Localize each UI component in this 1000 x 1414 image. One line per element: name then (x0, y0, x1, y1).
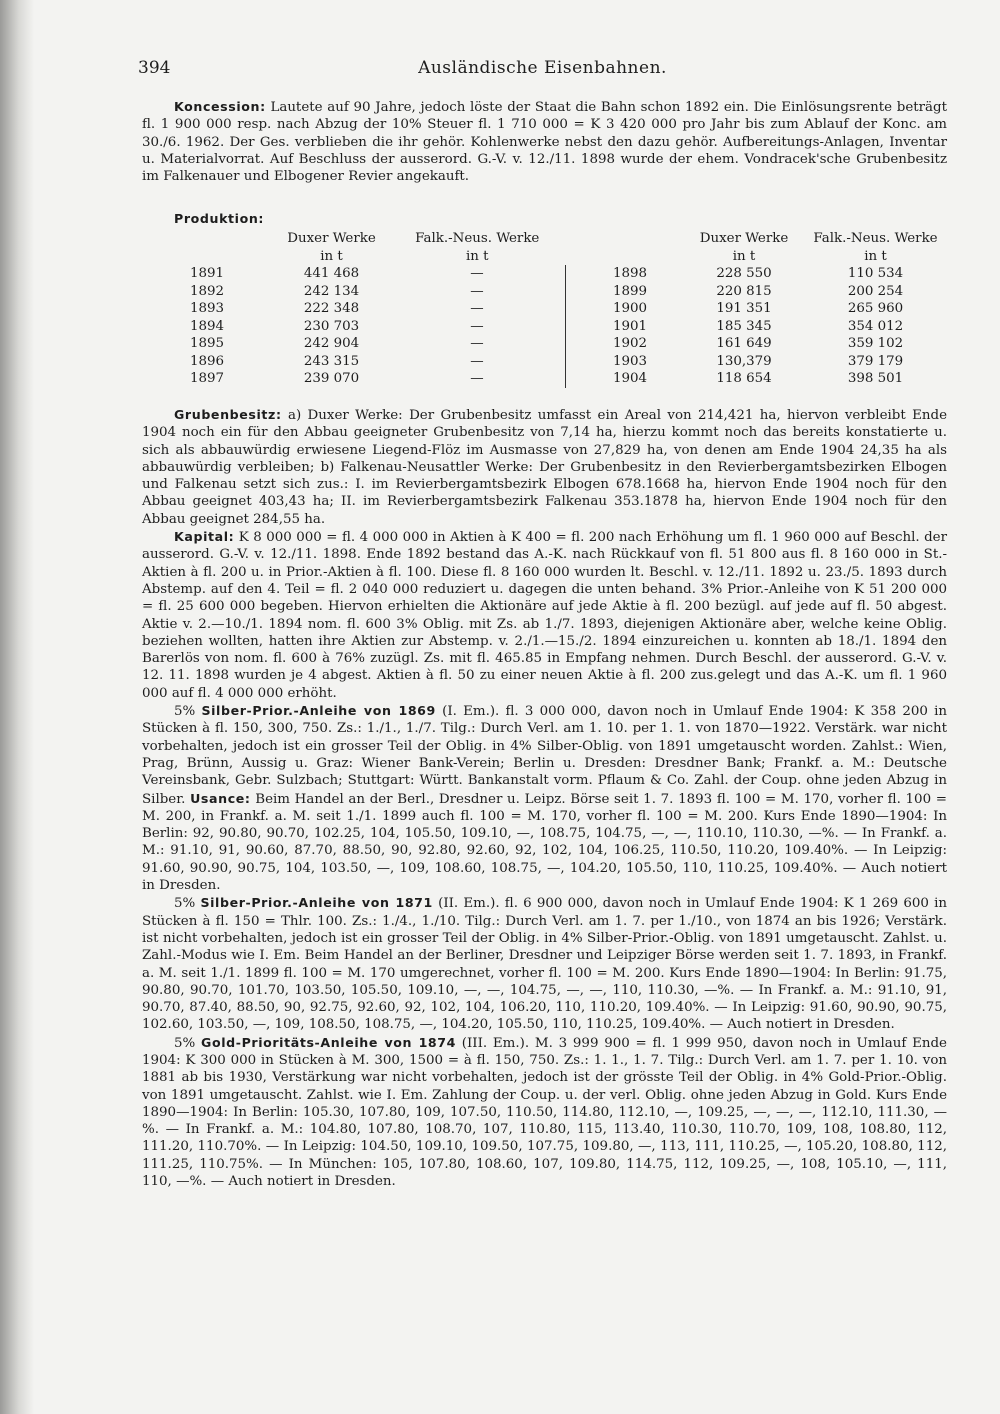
cell-falk-left: — (470, 336, 484, 351)
cell-dux-left: 230 703 (303, 318, 360, 334)
cell-falk-right: 379 179 (847, 353, 904, 369)
col-header-falk-left: Falk.-Neus. Werke (415, 231, 540, 246)
page-number: 394 (138, 58, 171, 78)
cell-dux-left: 242 134 (303, 283, 360, 299)
col-header-dux-left: Duxer Werke (287, 231, 376, 246)
cell-falk-left: — (470, 318, 484, 334)
produktion-label-wrap (174, 210, 264, 228)
table-row (142, 353, 947, 371)
col-header-dux-right: Duxer Werke (699, 231, 789, 246)
column-divider (566, 370, 577, 388)
cell-falk-left: — (470, 371, 484, 386)
cell-falk-left: — (470, 301, 484, 316)
anleihe-1869-label: Silber-Prior.-Anleihe von 1869 (201, 703, 436, 719)
anleihe-1874-prefix: 5% (174, 1035, 196, 1051)
cell-falk-left: — (470, 266, 484, 281)
table-header-row (142, 230, 947, 248)
cell-year-left: 1894 (190, 318, 225, 334)
page-header (138, 58, 947, 82)
unit-falk-left: in t (465, 248, 489, 264)
anleihe-1869-prefix: 5% (174, 704, 196, 720)
cell-falk-right: 265 960 (847, 301, 904, 316)
cell-year-left: 1893 (190, 301, 225, 316)
cell-falk-right: 354 012 (847, 318, 904, 334)
column-divider (566, 318, 577, 336)
koncession-label: Koncession: (174, 99, 266, 114)
cell-year-left: 1892 (190, 283, 225, 299)
table-row (142, 370, 947, 388)
cell-year-right: 1902 (612, 336, 648, 351)
unit-falk-right: in t (864, 248, 887, 264)
cell-year-right: 1900 (612, 301, 648, 316)
table-row (142, 283, 947, 301)
cell-dux-right: 161 649 (716, 336, 772, 351)
book-spine-shadow (0, 0, 34, 1414)
column-divider (566, 300, 577, 318)
anleihe-1871-label: Silber-Prior.-Anleihe von 1871 (200, 895, 433, 911)
cell-dux-left: 441 468 (303, 266, 360, 281)
cell-year-right: 1901 (612, 318, 648, 334)
cell-year-left: 1891 (190, 266, 225, 281)
cell-dux-left: 222 348 (303, 301, 360, 316)
cell-year-right: 1903 (612, 353, 648, 369)
cell-year-right: 1898 (612, 266, 648, 281)
cell-year-right: 1904 (612, 371, 648, 386)
anleihe-1874-label: Gold-Prioritäts-Anleihe von 1874 (201, 1034, 457, 1050)
cell-year-right: 1899 (612, 283, 648, 299)
cell-dux-left: 242 904 (303, 336, 360, 351)
kapital-text: K 8 000 000 = fl. 4 000 000 in Aktien à K 400 = fl. 200 nach Erhöhung um fl. 1 960 000 auf Beschl. der ausserord. G.-V. v. 12./11. 1898. Ende 1892 bestand das A.-K. nach Rückkauf von fl. 51 800 aus fl. 8 160 000 in St.-Aktien à fl. 200 u. in Prior.-Aktien à fl. 100. Diese fl. 8 160 000 wurden lt. Beschl. v. 12./11. 1892 u. 23./5. 1893 durch Abstemp. auf den 4. Teil = fl. 2 040 000 reduziert u. dagegen die unten behand. 3% Prior.-Anleihe von K 51 200 000 = fl. 25 600 000 begeben. Hiervon erhielten die Aktionäre auf jede Aktie à fl. 200 bezügl. auf jede auf fl. 50 abgest. Aktie v. 2.—10./1. 1894 nom. fl. 600 3% Oblig. mit Zs. ab 1./7. 1893, diejenigen Aktionäre aber, welche keine Oblig. beziehen wollten, hatten ihre Aktien zur Abstemp. v. 2./1.—15./2. 1894 einzureichen u. konnten ab 18./1. 1894 den Barerlös von nom. fl. 600 à 76% zuzügl. Zs. mit fl. 465.85 in Empfang nehmen. Durch Beschl. der ausserord. G.-V. v. 12. 11. 1898 wurden je 4 abgest. Aktien à fl. 50 zu einer neuen Aktie à fl. 200 zus.gelegt und das A.-K. um fl. 1 960 000 auf fl. 4 000 000 erhöht. (142, 530, 948, 701)
column-divider (566, 283, 577, 301)
table-unit-row (142, 248, 947, 266)
cell-falk-right: 110 534 (847, 266, 904, 281)
table-row (142, 265, 947, 283)
usance-text: Beim Handel an der Berl., Dresdner u. Leipz. Börse seit 1. 7. 1893 fl. 100 = M. 170, vorher fl. 100 = M. 200, in Frankf. a. M. seit 1./1. 1899 auch fl. 100 = M. 170, vorher fl. 100 = M. 200. Kurs Ende 1890—1904: In Berlin: 92, 90.80, 90.70, 102.25, 104, 105.50, 109.10, —, 108.75, 104.75, —, —, 110.10, 110.30, —%. — In Frankf. a. M.: 91.10, 91, 90.60, 87.70, 88.50, 90, 92.80, 92.60, 92, 102, 104, 106.25, 110.50, 110.20, 109.40%. — In Leipzig: 91.60, 90.90, 90.75, 104, 103.50, —, 109, 108.60, 108.75, —, 104.20, 105.50, 110, 110.25, 109.40%. — Auch notiert in Dresden. (142, 791, 947, 894)
section-koncession (142, 98, 947, 185)
grubenbesitz-label: Grubenbesitz: (174, 407, 282, 422)
cell-falk-left: — (470, 283, 484, 299)
cell-dux-left: 239 070 (303, 371, 360, 386)
cell-year-left: 1895 (190, 336, 225, 351)
column-divider (566, 353, 577, 371)
produktion-label: Produktion: (174, 211, 265, 226)
anleihe-1871-text: (II. Em.). fl. 6 900 000, davon noch in Umlauf Ende 1904: K 1 269 600 in Stücken à fl. 150 = Thlr. 100. Zs.: 1./4., 1./10. Tilg.: Durch Verl. am 1. 7. per 1./10., von 1874 an bis 1926; Verstärk. ist nicht vorbehalten, jedoch ist ein grosser Teil der Oblig. in 4% Silber-Prior.-Oblig. von 1891 umgetauscht. Zahlst. u. Zahl.-Modus wie I. Em. Beim Handel an der Berliner, Dresdner und Leipziger Börse werden seit 1. 7. 1893, in Frankf. a. M. seit 1./1. 1899 fl. 100 = M. 170 umgerechnet, vorher fl. 100 = M. 200. Kurs Ende 1890—1904: In Berlin: 91.75, 90.80, 90.70, 101.70, 103.50, 105.50, 109.10, —, —, 104.75, —, —, 110, 110.30, —%. — In Frankf. a. M.: 91.10, 91, 90.70, 87.40, 88.50, 90, 92.75, 92.60, 92, 102, 104, 106.20, 110, 110.20, 109.40%. — In Leipzig: 91.60, 90.90, 90.75, 102.60, 103.50, —, 109, 108.50, 108.75, —, 104.20, 105.50, 110, 110.25, 109.40%. — Auch notiert in Dresden. (142, 896, 948, 1033)
kapital-label: Kapital: (174, 529, 235, 545)
cell-falk-left: — (470, 353, 484, 369)
cell-year-left: 1896 (190, 353, 225, 369)
unit-dux-right: in t (732, 248, 756, 264)
cell-dux-right: 185 345 (716, 318, 772, 334)
cell-falk-right: 398 501 (847, 371, 904, 386)
cell-dux-right: 118 654 (716, 371, 772, 386)
cell-dux-right: 191 351 (716, 301, 772, 316)
cell-dux-left: 243 315 (303, 353, 360, 369)
unit-dux-left: in t (320, 248, 343, 264)
cell-falk-right: 200 254 (847, 283, 904, 299)
cell-dux-right: 220 815 (716, 283, 772, 299)
produktion-table (142, 230, 947, 388)
koncession-text: Lautete auf 90 Jahre, jedoch löste der Staat die Bahn schon 1892 ein. Die Einlösungsrente beträgt fl. 1 900 000 resp. nach Abzug der 10% Steuer fl. 1 710 000 = K 3 420 000 pro Jahr bis zum Ablauf der Konc. am 30./6. 1962. Der Ges. verblieben die ihr gehör. Kohlenwerke nebst den dazu gehör. Aufbereitungs-Anlagen, Inventar u. Materialvorrat. Auf Beschluss der ausserord. G.-V. v. 12./11. 1898 wurde der ehem. Vondracek'sche Grubenbesitz im Falkenauer und Elbogener Revier angekauft. (142, 100, 947, 185)
column-divider (566, 265, 577, 283)
cell-dux-right: 228 550 (716, 266, 772, 281)
column-divider (566, 335, 577, 353)
usance-label: Usance: (190, 790, 251, 806)
table-row (142, 300, 947, 318)
cell-dux-right: 130,379 (716, 353, 772, 369)
col-header-falk-right: Falk.-Neus. Werke (813, 231, 938, 246)
anleihe-1869-text: (I. Em.). fl. 3 000 000, davon noch in Umlauf Ende 1904: K 358 200 in Stücken à fl. 150, 300, 750. Zs.: 1./1., 1./7. Tilg.: Durch Verl. am 1. 10. per 1. 1. von 1870—1922. Verstärk. war nicht vorbehalten, jedoch ist ein grosser Teil der Oblig. in 4% Silber-Oblig. von 1891 umgetauscht worden. Zahlst.: Wien, Prag, Brünn, Aussig u. Graz: Wiener Bank-Verein; Berlin u. Dresden: Dresdner Bank; Frankf. a. M.: Deutsche Vereinsbank, Gebr. Sulzbach; Stuttgart: Württ. Bankanstalt vorm. Pflaum & Co. Zahl. der Coup. ohne jeden Abzug in Silber. (142, 704, 947, 807)
grubenbesitz-text: a) Duxer Werke: Der Grubenbesitz umfasst ein Areal von 214,421 ha, hiervon verbleibt Ende 1904 noch ein für den Abbau geeigneter Grubenbesitz von 7,14 ha, hierzu kommt noch das bereits konstatierte u. sich als abbauwürdig erwiesene Liegend-Flöz im Ausmasse von 27,829 ha, von denen am Ende 1904 24,35 ha als abbauwürdig verbleiben; b) Falkenau-Neusattler Werke: Der Grubenbesitz in den Revierbergamtsbezirken Elbogen und Falkenau setzt sich zus.: I. im Revierbergamtsbezirk Elbogen 678.1668 ha, hiervon Ende 1904 noch für den Abbau geeignet 403,43 ha; II. im Revierbergamtsbezirk Falkenau 353.1878 ha, hiervon Ende 1904 noch für den Abbau geeignet 284,55 ha. (142, 408, 947, 527)
cell-falk-right: 359 102 (847, 336, 904, 351)
running-title: Ausländische Eisenbahnen. (418, 58, 667, 78)
anleihe-1871-prefix: 5% (174, 896, 196, 912)
table-row (142, 318, 947, 336)
section-grubenbesitz (142, 406, 947, 1190)
cell-year-left: 1897 (190, 371, 225, 386)
anleihe-1874-text: (III. Em.). M. 3 999 900 = fl. 1 999 950, davon noch in Umlauf Ende 1904: K 300 000 in Stücken à M. 300, 1500 = à fl. 150, 750. Zs.: 1. 1., 1. 7. Tilg.: Durch Verl. am 1. 7. per 1. 10. von 1881 ab bis 1930, Verstärkung war nicht vorbehalten, jedoch ist der grösste Teil der Oblig. in 4% Gold-Prior.-Oblig. von 1891 umgetauscht. Zahlst. wie I. Em. Zahlung der Coup. u. der verl. Oblig. ohne jeden Abzug in Gold. Kurs Ende 1890—1904: In Berlin: 105.30, 107.80, 109, 107.50, 110.50, 114.80, 112.10, —, 109.25, —, —, —, 112.10, 111.30, —%. — In Frankf. a. M.: 104.80, 107.80, 108.70, 107, 110.80, 115, 113.40, 110.30, 110.70, 109, 108, 108.80, 112, 111.20, 110.70%. — In Leipzig: 104.50, 109.10, 109.50, 107.75, 109.80, —, 113, 111, 110.25, —, 105.20, 108.80, 112, 111.25, 110.75%. — In München: 105, 107.80, 108.60, 107, 109.80, 114.75, 112, 109.25, —, 108, 105.10, —, 111, 110, —%. — Auch notiert in Dresden. (142, 1035, 947, 1190)
table-row (142, 335, 947, 353)
